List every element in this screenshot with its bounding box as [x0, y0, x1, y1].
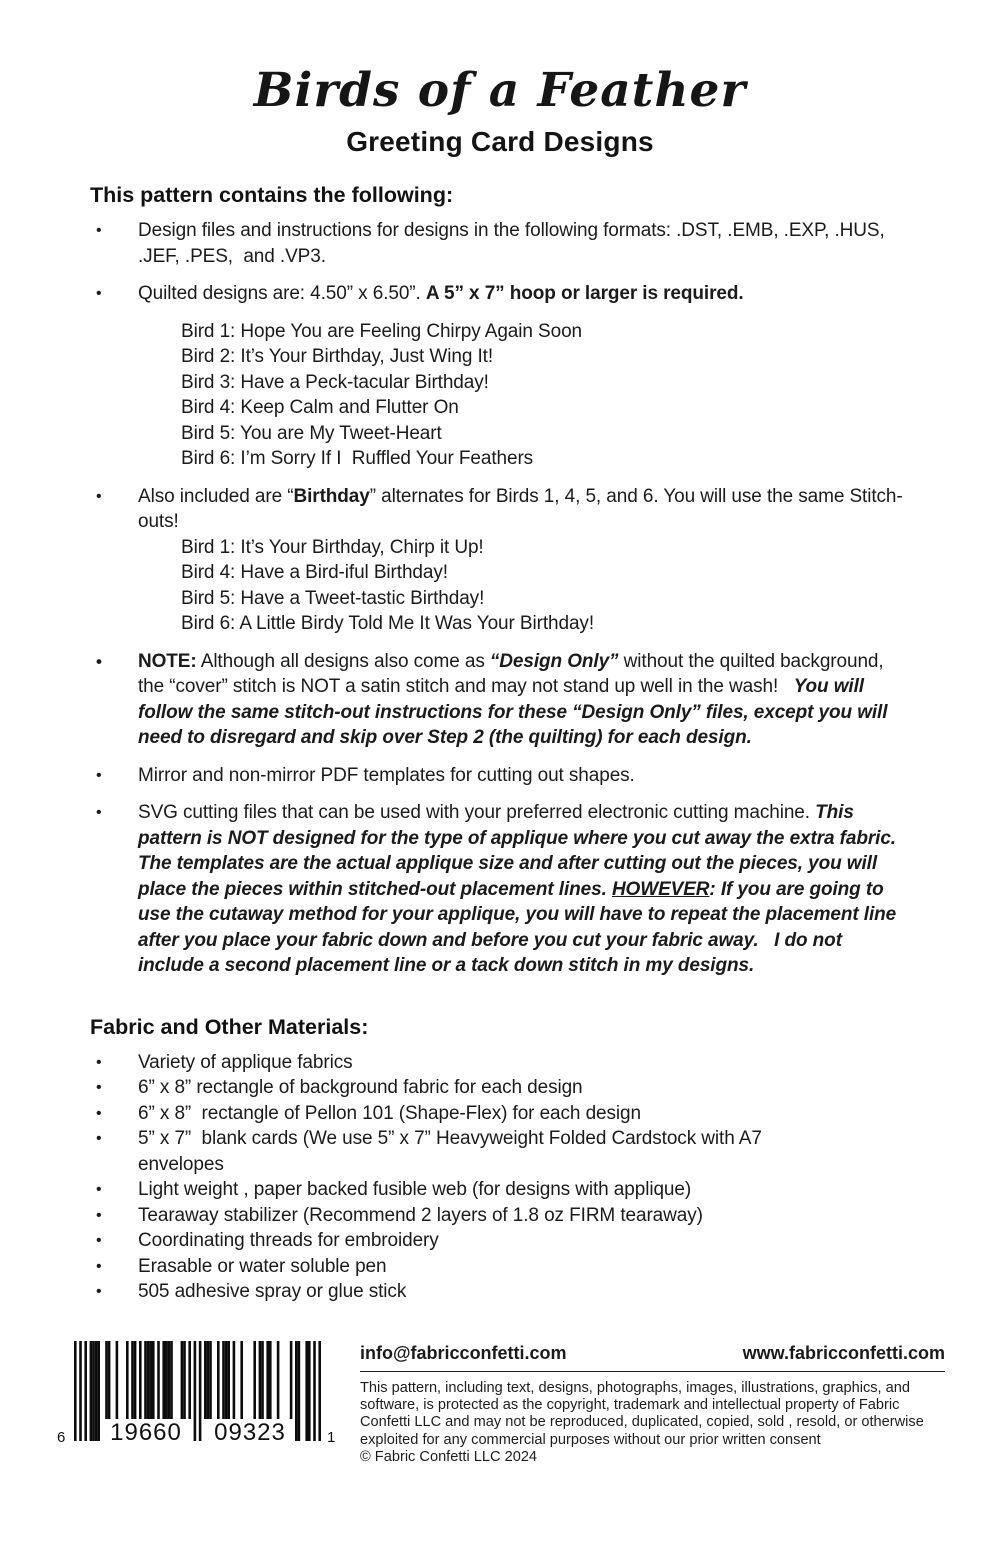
barcode-digits-left: 19660	[110, 1418, 182, 1446]
barcode-digits-right: 09323	[214, 1418, 286, 1446]
text-segment: You will follow the same stitch-out instructions for these “Design Only” files, except you will need to disregard and skip over Step 2 (the quilting) for each design.	[138, 676, 888, 749]
bullet-marker-icon: •	[96, 1104, 102, 1122]
text-segment: Erasable or water soluble pen	[138, 1255, 387, 1277]
text-segment: This pattern is NOT designed for the type of applique where you cut away the extra fabric. The templates are the actual applique size and after cutting out the pieces, you will place the pieces within stitched-out placement lines.	[138, 802, 896, 900]
text-segment: HOWEVER	[611, 878, 710, 900]
sub-list-item: Bird 3: Have a Peck-tacular Birthday!	[181, 371, 489, 393]
bullet-item	[90, 484, 910, 637]
bullet-text	[138, 1254, 910, 1280]
sections	[90, 183, 910, 1305]
text-segment: 505 adhesive spray or glue stick	[138, 1281, 407, 1303]
page-subtitle: Greeting Card Designs	[346, 126, 654, 158]
text-segment: : If you are going to use the cutaway method for your applique, you will have to repeat the placement line after you place your fabric down and before you cut your fabric away. I do not include a second placement line or a tack down stitch in my designs.	[138, 878, 897, 977]
text-segment: Also included are “	[138, 485, 294, 507]
bullet-marker-icon: •	[96, 487, 102, 505]
bullet-list	[90, 218, 910, 979]
sub-list-item: Bird 1: It’s Your Birthday, Chirp it Up!	[181, 536, 484, 558]
document-footer	[0, 1339, 1000, 1467]
text-segment: “Design Only”	[489, 650, 619, 672]
bullet-item	[90, 763, 910, 789]
bullet-item	[90, 1050, 910, 1076]
bullet-item	[90, 1254, 910, 1280]
bullet-text	[138, 649, 910, 751]
bullet-item	[90, 281, 910, 472]
sub-list-item: Bird 5: You are My Tweet-Heart	[181, 422, 442, 444]
bullet-marker-icon: •	[96, 804, 102, 822]
bullet-item	[90, 1075, 910, 1101]
text-segment: Coordinating threads for embroidery	[138, 1230, 439, 1252]
sub-list	[138, 535, 910, 637]
footer-text-block	[360, 1339, 945, 1467]
bullet-text	[138, 800, 910, 979]
barcode-digit-check: 1	[327, 1428, 336, 1446]
bullet-text	[138, 1203, 910, 1229]
text-segment: Light weight , paper backed fusible web (for designs with applique)	[138, 1179, 692, 1201]
bullet-marker-icon: •	[96, 766, 102, 784]
bullet-item	[90, 1228, 910, 1254]
bullet-marker-icon: •	[96, 1130, 102, 1148]
bullet-marker-icon: •	[96, 1257, 102, 1275]
bullet-item	[90, 1203, 910, 1229]
text-segment: without the quilted background, the “cover” stitch is NOT a satin stitch and may not stand up well in the wash!	[138, 650, 884, 698]
bullet-marker-icon: •	[96, 1079, 102, 1097]
text-segment: 6” x 8” rectangle of background fabric for each design	[138, 1077, 583, 1099]
text-segment: Variety of applique fabrics	[138, 1051, 353, 1073]
bullet-item	[90, 1177, 910, 1203]
bullet-item	[90, 218, 910, 269]
text-segment: Birthday	[293, 485, 370, 507]
text-segment: 5” x 7” blank cards (We use 5” x 7” Heavyweight Folded Cardstock with A7	[138, 1128, 762, 1150]
bullet-marker-icon: •	[96, 651, 102, 671]
copyright-year-line: © Fabric Confetti LLC 2024	[360, 1449, 538, 1466]
bullet-text	[138, 281, 910, 472]
bullet-text	[138, 1101, 910, 1127]
sub-list-item: Bird 2: It’s Your Birthday, Just Wing It!	[181, 346, 494, 368]
bullet-marker-icon: •	[96, 1283, 102, 1301]
page-title: Birds of a Feather	[253, 63, 747, 118]
bullet-item	[90, 1126, 910, 1177]
sub-list-item: Bird 6: I’m Sorry If I Ruffled Your Feathers	[181, 448, 534, 470]
bullet-marker-icon: •	[96, 1053, 102, 1071]
text-segment: SVG cutting files that can be used with your preferred electronic cutting machine.	[138, 802, 816, 824]
bullet-marker-icon: •	[96, 1181, 102, 1199]
text-segment: NOTE:	[138, 650, 197, 672]
sub-list-item: Bird 1: Hope You are Feeling Chirpy Again Soon	[181, 320, 583, 342]
bullet-text	[138, 1279, 910, 1305]
text-segment: ” alternates for Birds 1, 4, 5, and 6. You will use the same Stitch-outs!	[138, 485, 903, 533]
bullet-item	[90, 800, 910, 979]
section-heading: Fabric and Other Materials:	[90, 1014, 369, 1039]
text-segment: Tearaway stabilizer (Recommend 2 layers of 1.8 oz FIRM tearaway)	[138, 1204, 703, 1226]
section-heading: This pattern contains the following:	[90, 183, 454, 208]
bullet-marker-icon: •	[96, 285, 102, 303]
text-segment: A 5” x 7” hoop or larger is required.	[425, 283, 744, 305]
barcode-digit-first: 6	[57, 1428, 66, 1446]
bullet-text	[138, 1228, 910, 1254]
footer-email: info@fabricconfetti.com	[360, 1342, 567, 1363]
text-segment: 6” x 8” rectangle of Pellon 101 (Shape-Flex) for each design	[138, 1102, 641, 1124]
bullet-marker-icon: •	[96, 1206, 102, 1224]
bullet-text	[138, 1075, 910, 1101]
document-content	[0, 64, 1000, 1305]
text-segment: Design files and instructions for designs in the following formats: .DST, .EMB, .EXP, .HUS, .JEF, .PES, and .VP3.	[138, 220, 885, 267]
text-segment: envelopes	[138, 1153, 224, 1175]
bullet-item	[90, 1101, 910, 1127]
bullet-text	[138, 1177, 910, 1203]
bullet-item	[90, 649, 910, 751]
sub-list-item: Bird 6: A Little Birdy Told Me It Was Your Birthday!	[181, 613, 595, 635]
bullet-text	[138, 1126, 910, 1177]
sub-list-item: Bird 4: Have a Bird-iful Birthday!	[181, 562, 448, 584]
footer-website: www.fabricconfetti.com	[742, 1342, 945, 1363]
document-header	[90, 64, 910, 158]
bullet-text	[138, 484, 910, 637]
sub-list	[138, 319, 910, 472]
barcode	[57, 1339, 342, 1459]
copyright-text: This pattern, including text, designs, photographs, images, illustrations, graphics, and software, is protected as the copyright, trademark and intellectual property of Fabric Confetti LLC and may not be reproduced, duplicated, copied, sold , resold, or otherwise exploited for any commercial purposes without our prior written consent	[360, 1379, 924, 1448]
contact-row	[360, 1343, 945, 1372]
bullet-marker-icon: •	[96, 222, 102, 240]
section	[90, 183, 910, 979]
text-segment: Mirror and non-mirror PDF templates for cutting out shapes.	[138, 764, 635, 786]
sub-list-item: Bird 4: Keep Calm and Flutter On	[181, 397, 459, 419]
section	[90, 1015, 910, 1305]
bullet-text	[138, 1050, 910, 1076]
text-segment: Quilted designs are: 4.50” x 6.50”.	[138, 283, 426, 305]
bullet-item	[90, 1279, 910, 1305]
bullet-marker-icon: •	[96, 1232, 102, 1250]
sub-list-item: Bird 5: Have a Tweet-tastic Birthday!	[181, 587, 485, 609]
text-segment: Although all designs also come as	[196, 650, 490, 672]
bullet-text	[138, 763, 910, 789]
bullet-list	[90, 1050, 910, 1305]
bullet-text	[138, 218, 910, 269]
